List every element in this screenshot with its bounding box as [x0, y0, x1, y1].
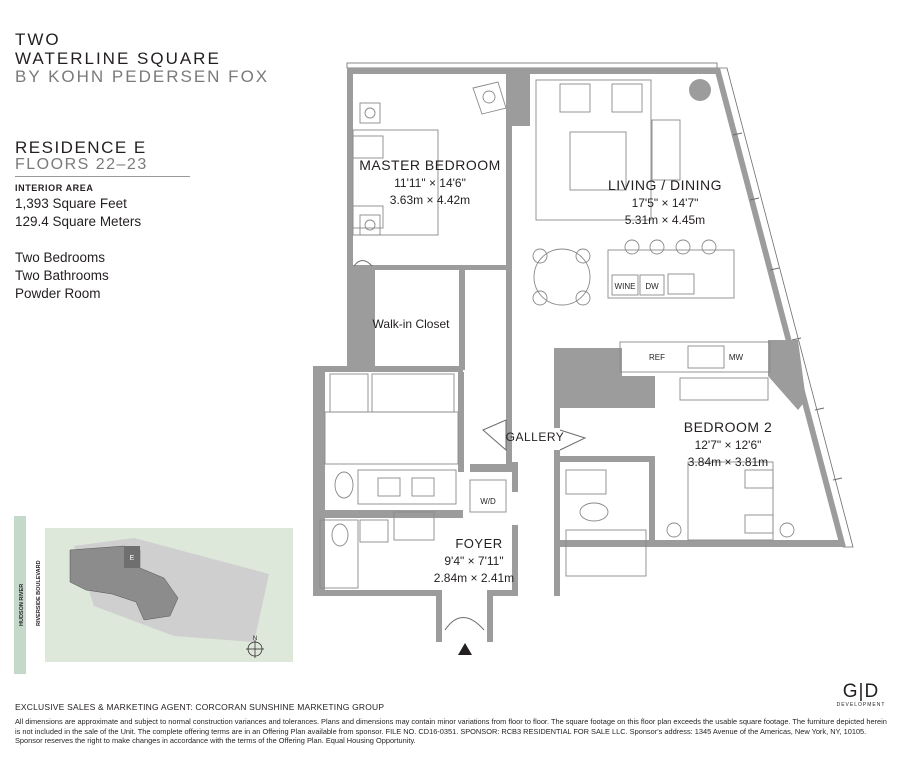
feature-bathrooms: Two Bathrooms	[15, 268, 109, 283]
top-exterior-wall	[347, 68, 717, 74]
bedroom2-name: BEDROOM 2	[683, 419, 773, 435]
interior-area-label: INTERIOR AREA	[15, 183, 94, 193]
feature-bedrooms: Two Bedrooms	[15, 250, 106, 265]
riverside-boulevard-label: RIVERSIDE BOULEVARD	[36, 560, 42, 626]
key-plan	[14, 516, 296, 676]
foyer-name: FOYER	[455, 536, 503, 551]
hudson-river-label: HUDSON RIVER	[19, 583, 25, 626]
square-meters: 129.4 Square Meters	[15, 214, 142, 229]
gid-logo: G|D	[842, 681, 880, 702]
foyer-imperial: 9'4" × 7'11"	[444, 554, 504, 568]
legal-disclaimer: All dimensions are approximate and subject to normal construction variances and tolerances. Plans and dimensions may contain minor variations from floor to floor. The square footage on this floor plan exceeds the usable square footage. The furniture depicted herein is not included in the sale of the Unit. The complete offering terms are in an Offering Plan available from sponsor. FILE NO. CD16-0351. SPONSOR: RCB3 RESIDENTIAL FOR SALE LLC. Sponsor's address: 1345 Avenue of the Americas, New York, NY, 10105. Sponsor reserves the right to make changes in accordance with the terms of the Offering Plan. Equal Housing Opportunity.	[15, 717, 887, 746]
feature-powder-room: Powder Room	[15, 286, 101, 301]
mw-label: MW	[728, 353, 744, 362]
right-exterior-wall	[714, 68, 846, 547]
residence-floors: FLOORS 22–23	[15, 156, 148, 173]
ref-label: REF	[649, 353, 665, 362]
dw-label: DW	[645, 282, 659, 291]
master-bedroom-metric: 3.63m × 4.42m	[389, 193, 471, 207]
bedroom2-metric: 3.84m × 3.81m	[687, 455, 769, 469]
washer-dryer-label: W/D	[480, 497, 496, 506]
master-bedroom-name: MASTER BEDROOM	[359, 157, 501, 173]
wine-label: WINE	[614, 282, 636, 291]
unit-e-marker: E	[129, 555, 135, 562]
foyer-metric: 2.84m × 2.41m	[433, 571, 515, 585]
walk-in-closet-label: Walk-in Closet	[372, 317, 450, 331]
entry-arrow-icon	[458, 643, 472, 655]
bedroom2-imperial: 12'7" × 12'6"	[694, 438, 762, 452]
living-dining-name: LIVING / DINING	[607, 177, 723, 193]
gallery-label: GALLERY	[505, 430, 565, 444]
living-dining-metric: 5.31m × 4.45m	[624, 213, 706, 227]
living-dining-imperial: 17'5" × 14'7"	[631, 196, 699, 210]
north-label: N	[252, 636, 258, 642]
building-name-line2: WATERLINE SQUARE	[15, 49, 221, 68]
gid-logo-subtitle: DEVELOPMENT	[836, 702, 886, 708]
residence-title: RESIDENCE E	[15, 138, 147, 157]
master-bedroom-imperial: 11'11" × 14'6"	[394, 176, 466, 190]
square-feet: 1,393 Square Feet	[15, 196, 127, 211]
building-name-line1: TWO	[15, 30, 61, 49]
sales-agent-line: EXCLUSIVE SALES & MARKETING AGENT: CORCORAN SUNSHINE MARKETING GROUP	[15, 702, 385, 712]
structural-column	[689, 79, 711, 101]
architect-line: BY KOHN PEDERSEN FOX	[15, 67, 270, 86]
top-window-strip	[347, 63, 717, 68]
